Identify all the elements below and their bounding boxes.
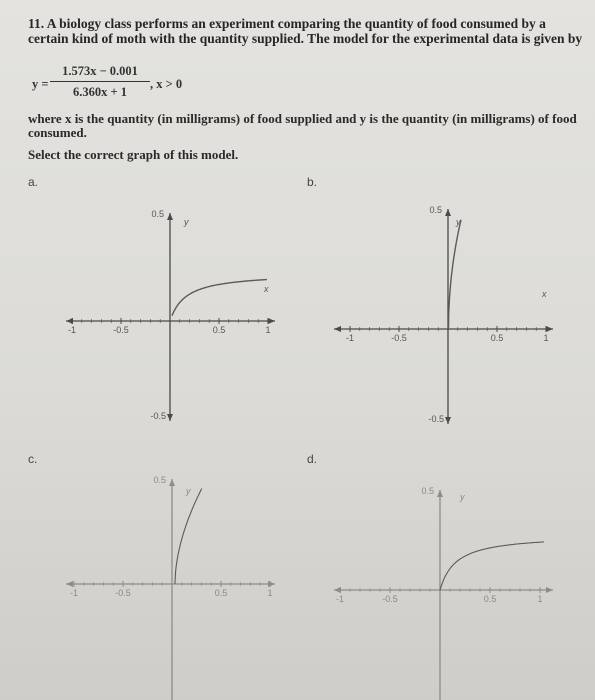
graph-option-c bbox=[66, 475, 275, 700]
x-axis-left-arrow bbox=[334, 326, 341, 332]
x-tick-label: -1 bbox=[345, 333, 355, 343]
x-tick-label: -0.5 bbox=[382, 594, 398, 604]
y-tick-label-top: 0.5 bbox=[429, 205, 442, 215]
y-axis-down-arrow bbox=[445, 417, 451, 424]
x-tick-label: 1 bbox=[537, 594, 543, 604]
y-axis-name: y bbox=[184, 217, 189, 227]
graph-option-b bbox=[334, 205, 553, 424]
x-tick-label: -0.5 bbox=[113, 325, 129, 335]
y-axis-name: y bbox=[186, 486, 191, 496]
model-curve bbox=[172, 280, 267, 316]
equation-lhs: y = bbox=[32, 77, 49, 91]
graph-option-a bbox=[66, 209, 275, 421]
x-axis-name: x bbox=[264, 284, 269, 294]
x-tick-label: 1 bbox=[543, 333, 549, 343]
graph-option-d bbox=[334, 486, 553, 700]
variable-description: where x is the quantity (in milligrams) of food supplied and y is the quantity (in milligrams) of food consumed. bbox=[28, 111, 577, 140]
equation-numerator: 1.573x − 0.001 bbox=[50, 64, 150, 82]
y-axis-name: y bbox=[460, 492, 465, 502]
y-tick-label-top: 0.5 bbox=[151, 209, 164, 219]
y-axis-name: y bbox=[456, 217, 461, 227]
equation-denominator: 6.360x + 1 bbox=[73, 85, 127, 99]
x-tick-label: 0.5 bbox=[490, 333, 504, 343]
x-tick-label: -0.5 bbox=[115, 588, 131, 598]
option-a-label[interactable]: a. bbox=[28, 175, 39, 189]
x-tick-label: 1 bbox=[267, 588, 273, 598]
x-tick-label: -1 bbox=[335, 594, 345, 604]
option-b-label[interactable]: b. bbox=[307, 175, 318, 189]
y-tick-label-top: 0.5 bbox=[153, 475, 166, 485]
x-tick-label: 0.5 bbox=[483, 594, 497, 604]
option-d-label[interactable]: d. bbox=[307, 452, 318, 466]
problem-statement: 11. A biology class performs an experiment comparing the quantity of food consumed by a certain kind of moth with the quantity supplied. The model for the experimental data is given by bbox=[28, 16, 583, 46]
model-curve bbox=[175, 489, 202, 585]
x-axis-name: x bbox=[542, 289, 547, 299]
x-tick-label: -1 bbox=[67, 325, 77, 335]
x-axis-left-arrow bbox=[66, 581, 73, 587]
model-curve bbox=[449, 220, 462, 329]
y-axis-up-arrow bbox=[167, 213, 173, 220]
model-curve bbox=[440, 542, 544, 590]
x-tick-label: 0.5 bbox=[214, 588, 228, 598]
x-tick-label: 1 bbox=[265, 325, 271, 335]
x-axis-right-arrow bbox=[546, 326, 553, 332]
y-tick-label-bottom: -0.5 bbox=[428, 414, 444, 424]
x-tick-label: -1 bbox=[69, 588, 79, 598]
y-axis-up-arrow bbox=[169, 479, 175, 486]
y-axis-up-arrow bbox=[445, 209, 451, 216]
option-c-label[interactable]: c. bbox=[28, 452, 38, 466]
x-axis-right-arrow bbox=[546, 587, 553, 593]
y-tick-label-bottom: -0.5 bbox=[150, 411, 166, 421]
equation-condition: , x > 0 bbox=[150, 77, 183, 91]
x-tick-label: 0.5 bbox=[212, 325, 226, 335]
x-axis-right-arrow bbox=[268, 581, 275, 587]
x-tick-label: -0.5 bbox=[391, 333, 407, 343]
instruction-text: Select the correct graph of this model. bbox=[28, 147, 239, 162]
x-axis-right-arrow bbox=[268, 318, 275, 324]
y-axis-up-arrow bbox=[437, 490, 443, 497]
y-axis-down-arrow bbox=[167, 414, 173, 421]
y-tick-label-top: 0.5 bbox=[421, 486, 434, 496]
